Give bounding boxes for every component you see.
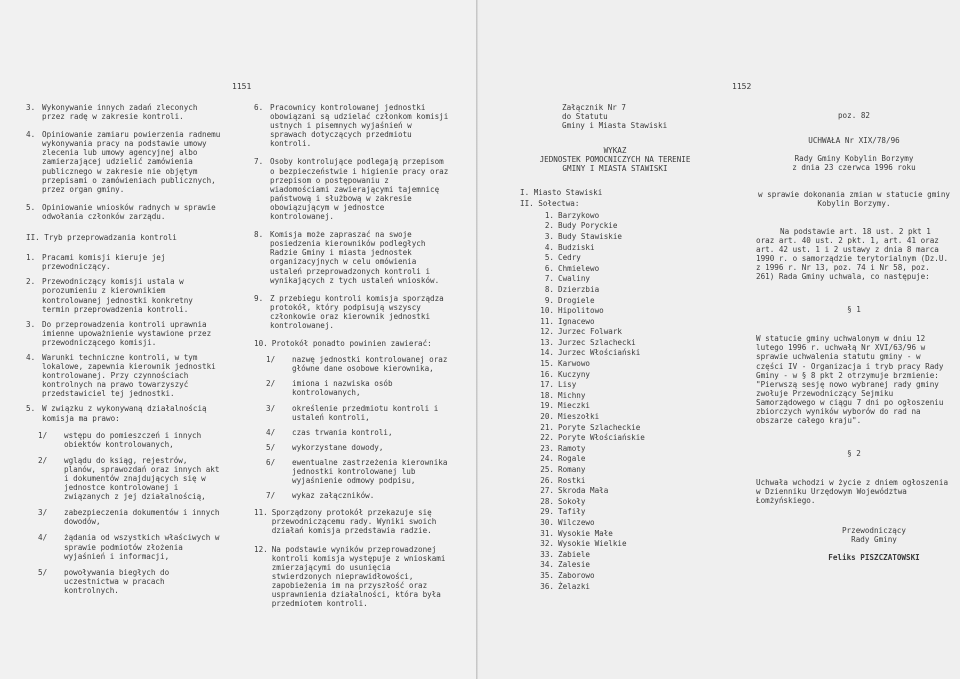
item-text: imiona i nazwiska osób kontrolowanych, (292, 379, 393, 398)
village-number: 1. (544, 210, 554, 220)
village-item (520, 497, 730, 508)
item-text: powoływania biegłych do uczestnictwa w pracach kontrolnych. (64, 567, 170, 595)
village-name: Zabiele (558, 549, 591, 559)
village-name: Zalesie (558, 560, 591, 570)
list-item (254, 294, 450, 330)
item-text: wglądu do ksiąg, rejestrów, planów, sprawozdań oraz innych akt i dokumentów znajdujących się w jednostce kontrolowanej i związanych z jej działalnością, (64, 455, 220, 502)
item-number: 2/ (266, 379, 276, 389)
village-name: Mieszołki (558, 412, 600, 422)
sub-item (266, 491, 450, 500)
annex-header (562, 103, 730, 130)
village-name: Kuczyny (558, 369, 591, 379)
village-name: Dzierzbia (558, 284, 600, 294)
item-number: 4/ (266, 427, 276, 437)
item-text: żądania od wszystkich właściwych w sprawie podmiotów złożenia wyjaśnień i informacji, (64, 533, 220, 561)
village-name: Żelazki (558, 581, 591, 591)
village-item (520, 274, 730, 285)
item-number: 3. (26, 319, 36, 329)
village-name: Jurzec Włościański (558, 348, 641, 358)
village-number: 28. (540, 496, 554, 506)
item-number: 6. (254, 103, 264, 112)
village-number: 26. (540, 475, 554, 485)
left-column-2 (254, 103, 450, 608)
village-number: 8. (544, 284, 554, 294)
village-name: Tafiły (558, 507, 586, 517)
item-number: 9. (254, 293, 264, 303)
village-number: 23. (540, 443, 554, 453)
list-item (254, 508, 450, 535)
sub-item (266, 379, 450, 397)
item-number: 4. (26, 352, 36, 362)
item-text: W związku z wykonywaną działalnością komisja ma prawo: (42, 404, 207, 423)
village-number: 25. (540, 465, 554, 474)
annex-statute: do Statutu (562, 112, 608, 122)
village-number: 3. (544, 231, 554, 241)
list-item (254, 230, 450, 285)
resolution-council: Rady Gminy Kobylin Borzymy (794, 154, 914, 164)
item-text: Opiniowanie wniosków radnych w sprawie odwołania członków zarządu. (42, 202, 216, 221)
village-item (520, 401, 730, 412)
village-number: 24. (540, 454, 554, 464)
item-list (254, 508, 450, 608)
item-number: 5. (26, 404, 36, 414)
item-text: Do przeprowadzenia kontroli uprawnia imienne upoważnienie wystawione przez przewodniczącego komisji. (42, 319, 212, 347)
item-number: 5. (26, 202, 36, 212)
item-text: Przewodniczący komisji ustala w porozumieniu z kierownikiem kontrolowanej jednostki konkretny termin przeprowadzenia kontroli. (42, 277, 193, 314)
paragraph-2-mark: § 2 (847, 449, 861, 459)
village-number: 29. (540, 507, 554, 517)
item-text: wstępu do pomieszczeń i innych obiektów kontrolowanych, (64, 430, 202, 449)
item-text: Osoby kontrolujące podlegają przepisom o bezpieczeństwie i higienie pracy oraz przepisom o postępowaniu z wiadomościami zawierającymi tajemnicę państwową i służbową w zakresie obowiązującym w jednostce kontrolowanej. (270, 157, 449, 222)
village-name: Poryte Szlacheckie (558, 422, 641, 432)
village-number: 27. (540, 486, 554, 496)
section-heading: II. Tryb przeprowadzania kontroli (26, 233, 177, 243)
item-number: 3. (26, 103, 36, 112)
sub-item (266, 404, 450, 422)
village-name: Mieczki (558, 401, 591, 411)
village-item (520, 433, 730, 444)
village-number: 16. (540, 369, 554, 379)
title-line: JEDNOSTEK POMOCNICZYCH NA TERENIE (539, 155, 691, 165)
item-text: zabezpieczenia dokumentów i innych dowodów, (64, 508, 220, 527)
sub-item-list (254, 355, 450, 500)
item-number: 6/ (266, 457, 276, 467)
village-name: Wilczewo (558, 517, 595, 527)
village-number: 7. (544, 274, 554, 284)
item-text: Pracownicy kontrolowanej jednostki obowiązani są udzielać członkom komisji ustnych i pisemnych wyjaśnień w sprawach dotyczących przedmiotu kontroli. (270, 103, 449, 149)
item-number: 7. (254, 157, 264, 167)
left-column-1 (26, 103, 222, 595)
signature-title: Rady Gminy (851, 534, 897, 544)
village-number: 18. (540, 390, 554, 400)
item-text: wykaz załączników. (292, 491, 375, 501)
village-number: 11. (540, 316, 554, 326)
position-number: poz. 82 (837, 111, 870, 120)
village-item (520, 370, 730, 381)
village-item (520, 486, 730, 497)
village-item (520, 454, 730, 465)
item-number: 3/ (38, 508, 48, 518)
page-number: 1151 (232, 82, 252, 91)
village-name: Jurzec Szlachecki (558, 337, 636, 347)
sub-item (38, 431, 222, 449)
item-text: Warunki techniczne kontroli, w tym lokalowe, zapewnia kierownik jednostki kontrolowanej. Przy czynnościach kontrolnych na prawo towarzyszyć przedstawiciel tej jednostki. (42, 352, 216, 399)
sub-item (38, 508, 222, 526)
item-number: 8. (254, 230, 264, 240)
village-number: 14. (540, 348, 554, 358)
village-item (520, 465, 730, 476)
village-item (520, 571, 730, 582)
village-item (520, 285, 730, 296)
village-name: Rogale (558, 454, 586, 464)
village-number: 19. (540, 401, 554, 411)
village-item (520, 327, 730, 338)
title-line: WYKAZ (603, 146, 627, 156)
village-number: 15. (540, 359, 554, 369)
village-number: 20. (540, 412, 554, 422)
item-list (26, 103, 222, 221)
paragraph-2-text: Uchwała wchodzi w życie z dniem ogłoszenia w Dzienniku Urzędowym Województwa Łomżyńskiego. (756, 478, 949, 506)
village-name: Lisy (558, 380, 577, 390)
list-item (26, 277, 222, 313)
village-name: Cedry (558, 253, 581, 263)
item-text: Na podstawie wyników przeprowadzonej kontroli komisja występuje z wnioskami zmierzającymi do usunięcia stwierdzonych nieprawidłowości, zapobieżenia im na przyszłość oraz usprawnienia działalności, która była przedmiotem kontroli. (271, 544, 446, 609)
list-item (254, 339, 450, 348)
sub-item (266, 428, 450, 437)
item-text: Sporządzony protokół przekazuje się przewodniczącemu rady. Wyniki swoich działań komisja przedstawia radzie. (271, 508, 437, 536)
list-title (520, 146, 710, 173)
village-item (520, 306, 730, 317)
item-number: 1. (26, 253, 36, 263)
item-text: czas trwania kontroli, (292, 427, 393, 437)
signature (796, 526, 952, 562)
list-item (254, 103, 450, 148)
village-item (520, 221, 730, 232)
village-item (520, 539, 730, 550)
village-item (520, 264, 730, 275)
village-item (520, 348, 730, 359)
village-name: Wysokie Wielkie (558, 539, 627, 549)
right-column-1 (520, 103, 730, 592)
resolution-date: z dnia 23 czerwca 1996 roku (792, 163, 916, 173)
village-item (520, 518, 730, 529)
village-number: 34. (540, 560, 554, 570)
village-number: 9. (544, 295, 554, 305)
item-text: Wykonywanie innych zadań zleconych przez radę w zakresie kontroli. (42, 103, 198, 122)
village-number: 10. (540, 306, 554, 316)
sub-item (38, 456, 222, 501)
village-number: 32. (540, 539, 554, 549)
item-number: 4/ (38, 533, 48, 543)
annex-number: Załącznik Nr 7 (562, 103, 627, 112)
village-item (520, 550, 730, 561)
annex-municipality: Gminy i Miasta Stawiski (562, 121, 668, 131)
village-number: 33. (540, 549, 554, 559)
item-text: ewentualne zastrzeżenia kierownika jednostki kontrolowanej lub wyjaśnienie odmowy podpisu, (292, 457, 448, 486)
village-number: 31. (540, 528, 554, 538)
village-name: Drogiele (558, 295, 595, 305)
village-name: Michny (558, 390, 586, 400)
list-item (254, 157, 450, 221)
item-text: Opiniowanie zamiaru powierzenia radnemu wykonywania pracy na podstawie umowy zlecenia lub umowy agencyjnej albo zamierzającej udzielić zamówienia publicznego w zakresie nie objętym przepisami o zamówieniach publicznych, przez organ gminy. (42, 130, 221, 194)
village-name: Ramoty (558, 443, 586, 453)
item-text: Pracami komisji kieruje jej przewodniczący. (42, 253, 166, 272)
village-item (520, 391, 730, 402)
village-item (520, 211, 730, 222)
item-number: 11. (254, 508, 268, 518)
item-number: 4. (26, 130, 36, 140)
village-number: 6. (544, 263, 554, 273)
item-list (26, 253, 222, 423)
village-name: Budy Poryckie (558, 221, 618, 231)
village-item (520, 529, 730, 540)
item-number: 5/ (266, 442, 276, 452)
village-item (520, 582, 730, 593)
sub-item (266, 443, 450, 452)
signature-title: Przewodniczący (841, 525, 906, 535)
village-item (520, 444, 730, 455)
village-number: 21. (540, 422, 554, 432)
left-page (0, 0, 478, 679)
village-item (520, 317, 730, 328)
village-item (520, 296, 730, 307)
village-name: Ignacewo (558, 316, 595, 326)
village-number: 35. (540, 570, 554, 580)
village-name: Jurzec Folwark (558, 327, 623, 337)
list-item (254, 545, 450, 609)
village-number: 13. (540, 337, 554, 347)
village-item (520, 476, 730, 487)
village-name: Zaborowo (558, 570, 595, 580)
village-list (520, 211, 730, 592)
list-item (26, 404, 222, 422)
list-item (26, 353, 222, 398)
village-number: 12. (540, 327, 554, 337)
village-item (520, 338, 730, 349)
village-name: Hipolitowo (558, 306, 604, 316)
village-item (520, 359, 730, 370)
village-item (520, 507, 730, 518)
item-number: 1/ (266, 355, 276, 365)
item-text: Komisja może zapraszać na swoje posiedzenia kierowników podległych Radzie Gminy i miasta jednostek organizacyjnych w celu omówienia ustaleń przeprowadzonych kontroli i wynikających z tych ustaleń wniosków. (270, 230, 440, 285)
resolution-header (756, 136, 952, 172)
title-line: GMINY I MIASTA STAWISKI (562, 164, 668, 174)
item-number: 3/ (266, 403, 276, 413)
list-item (26, 130, 222, 194)
list-item (26, 253, 222, 271)
sub-item-list (26, 431, 222, 595)
section-villages: II. Sołectwa: (520, 198, 580, 208)
village-name: Wysokie Małe (558, 528, 613, 538)
village-item (520, 380, 730, 391)
village-name: Cwaliny (558, 274, 591, 284)
village-name: Rostki (558, 475, 586, 485)
item-number: 2. (26, 277, 36, 287)
village-name: Karwowo (558, 359, 591, 369)
resolution-subject: w sprawie dokonania zmian w statucie gminy Kobylin Borzymy. (757, 190, 951, 209)
paragraph-1-mark: § 1 (847, 305, 861, 315)
village-number: 17. (540, 380, 554, 390)
village-item (520, 243, 730, 254)
village-item (520, 560, 730, 571)
village-name: Romany (558, 465, 586, 474)
village-name: Poryte Włościańskie (558, 433, 645, 443)
page-number: 1152 (732, 82, 752, 91)
item-text: wykorzystane dowody, (292, 442, 384, 452)
sub-item (38, 568, 222, 595)
village-item (520, 232, 730, 243)
village-name: Budziski (558, 242, 595, 252)
right-column-2 (756, 103, 952, 562)
village-item (520, 423, 730, 434)
item-text: Protokół ponadto powinien zawierać: (271, 339, 432, 349)
village-number: 4. (544, 242, 554, 252)
paragraph-1-text: W statucie gminy uchwalonym w dniu 12 lutego 1996 r. uchwałą Nr XVI/63/96 w sprawie uchwalenia statutu gminy - w części IV - Organizacja i tryb pracy Rady Gminy - w § 8 pkt 2 otrzymuje brzmienie: "Pierwszą sesję nowo wybranej rady gminy zwołuje Przewodniczący Sejmiku Samorządowego w ciągu 7 dni po ogłoszeniu zbiorczych wyników wyborów do rad na obszarze całego kraju". (756, 334, 944, 426)
item-number: 2/ (38, 455, 48, 465)
item-text: Z przebiegu kontroli komisja sporządza protokół, który podpisują wszyscy członkowie oraz kierownik jednostki kontrolowanej. (270, 293, 444, 330)
village-name: Budy Stawiskie (558, 231, 623, 241)
item-number: 5/ (38, 567, 48, 577)
sub-item (266, 458, 450, 485)
signature-name: Feliks PISZCZATOWSKI (828, 552, 920, 562)
village-name: Barzykowo (558, 210, 600, 220)
item-text: nazwę jednostki kontrolowanej oraz główne dane osobowe kierownika, (292, 355, 448, 374)
village-number: 30. (540, 517, 554, 527)
item-number: 1/ (38, 430, 48, 440)
village-item (520, 253, 730, 264)
preamble: Na podstawie art. 18 ust. 2 pkt 1 oraz art. 40 ust. 2 pkt. 1, art. 41 oraz art. 42 ust. 1 i 2 ustawy z dnia 8 marca 1990 r. o samorządzie terytorialnym (Dz.U. z 1996 r. Nr 13, poz. 74 i Nr 58, poz. 261) Rada Gminy uchwala, co następuje: (756, 226, 949, 282)
village-number: 2. (544, 221, 554, 231)
section-town: I. Miasto Stawiski (520, 187, 603, 197)
sub-item (38, 533, 222, 560)
list-item (26, 103, 222, 121)
list-item (26, 320, 222, 347)
sub-item (266, 355, 450, 373)
village-number: 22. (540, 433, 554, 443)
village-name: Sokoły (558, 496, 586, 506)
village-number: 36. (540, 581, 554, 591)
item-number: 12. (254, 544, 268, 554)
village-number: 5. (544, 253, 554, 263)
item-text: określenie przedmiotu kontroli i ustaleń kontroli, (292, 403, 439, 422)
item-list (254, 103, 450, 348)
item-number: 10. (254, 339, 268, 349)
village-name: Chmielewo (558, 263, 600, 273)
village-item (520, 412, 730, 423)
item-number: 7/ (266, 491, 276, 501)
village-name: Skroda Mała (558, 486, 609, 496)
right-page (480, 0, 960, 679)
resolution-number: UCHWAŁA Nr XIX/78/96 (808, 136, 900, 146)
list-item (26, 203, 222, 221)
